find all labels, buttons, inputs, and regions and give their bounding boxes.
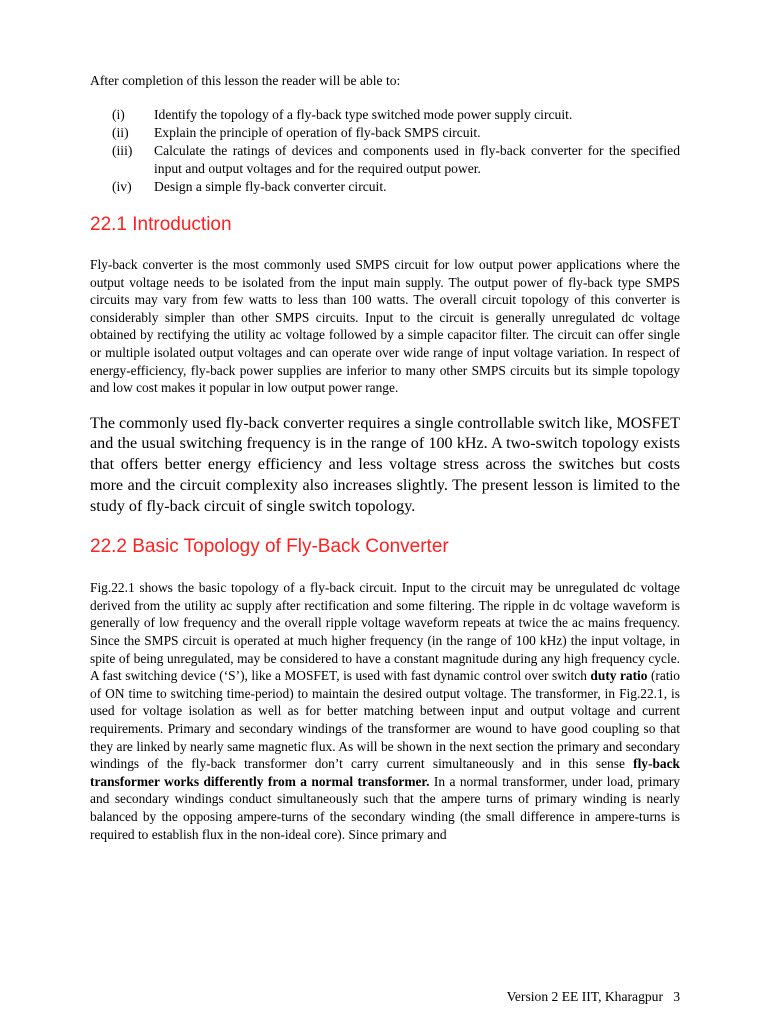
objective-text: Explain the principle of operation of fly-back SMPS circuit.	[154, 125, 481, 140]
topology-text-1: Fig.22.1 shows the basic topology of a fly-back circuit. Input to the circuit may be unregulated dc voltage derived from the utility ac supply after rectification and some filtering. The ripple in dc voltage waveform is generally of low frequency and the overall ripple voltage waveform repeats at twice the ac mains frequency. Since the SMPS circuit is operated at much higher frequency (in the range of 100 kHz) the input voltage, in spite of being unregulated, may be considered to have a constant magnitude during any high frequency cycle. A fast switching device (‘S’), like a MOSFET, is used with fast dynamic control over switch	[90, 580, 680, 684]
section-heading-introduction: 22.1 Introduction	[90, 214, 232, 235]
topology-text-3: In a normal transformer, under load, primary and secondary windings conduct simultaneously such that the ampere turns of primary winding is nearly balanced by the opposing ampere-turns of the secondary winding (the small difference in ampere-turns is required to establish flux in the non-ideal core). Since primary and	[90, 773, 681, 842]
duty-ratio-term: duty ratio	[590, 668, 648, 684]
topology-paragraph	[90, 579, 680, 843]
page-number: 3	[673, 989, 680, 1004]
list-item	[90, 178, 680, 196]
section-heading-basic-topology: 22.2 Basic Topology of Fly-Back Converter	[90, 536, 449, 558]
document-page	[90, 72, 680, 843]
list-item	[90, 142, 680, 178]
objective-text: Identify the topology of a fly-back type switched mode power supply circuit.	[154, 107, 573, 122]
topology-text-2: (ratio of ON time to switching time-period) to maintain the desired output voltage. The transformer, in Fig.22.1, is used for voltage isolation as well as for better matching between input and output voltage and current requirements. Primary and secondary windings of the transformer are wound to have good coupling so that they are linked by nearly same magnetic flux. As will be shown in the next section the primary and secondary windings of the fly-back transformer don’t carry current simultaneously and in this sense	[90, 668, 680, 772]
page-footer	[507, 988, 680, 1006]
footer-source: Version 2 EE IIT, Kharagpur	[506, 989, 663, 1004]
objective-text: Calculate the ratings of devices and components used in fly-back converter for the specified input and output voltages and for the required output power.	[154, 143, 680, 176]
objective-text: Design a simple fly-back converter circuit.	[154, 179, 387, 194]
introduction-paragraph-1: Fly-back converter is the most commonly used SMPS circuit for low output power applications where the output voltage needs to be isolated from the input main supply. The output power of fly-back type SMPS circuits may vary from few watts to less than 100 watts. The overall circuit topology of this converter is considerably simpler than other SMPS circuits. Input to the circuit is generally unregulated dc voltage obtained by rectifying the utility ac voltage followed by a simple capacitor filter. The circuit can offer single or multiple isolated output voltages and can operate over wide range of input voltage variation. In respect of energy-efficiency, fly-back power supplies are inferior to many other SMPS circuits but its simple topology and low cost makes it popular in low output power range.	[90, 257, 680, 396]
objective-number: (i)	[112, 107, 125, 122]
list-item	[90, 106, 680, 124]
objective-number: (iv)	[112, 179, 132, 194]
lesson-intro: After completion of this lesson the reader will be able to:	[90, 73, 401, 88]
objectives-list	[90, 106, 680, 196]
objective-number: (ii)	[112, 125, 129, 140]
introduction-paragraph-2: The commonly used fly-back converter requires a single controllable switch like, MOSFET and the usual switching frequency is in the range of 100 kHz. A two-switch topology exists that offers better energy efficiency and less voltage stress across the switches but costs more and the circuit complexity also increases slightly. The present lesson is limited to the study of fly-back circuit of single switch topology.	[90, 414, 680, 515]
objective-number: (iii)	[112, 143, 133, 158]
flyback-difference-emphasis: fly-back transformer works differently from a normal transformer.	[90, 756, 680, 789]
list-item	[90, 124, 680, 142]
